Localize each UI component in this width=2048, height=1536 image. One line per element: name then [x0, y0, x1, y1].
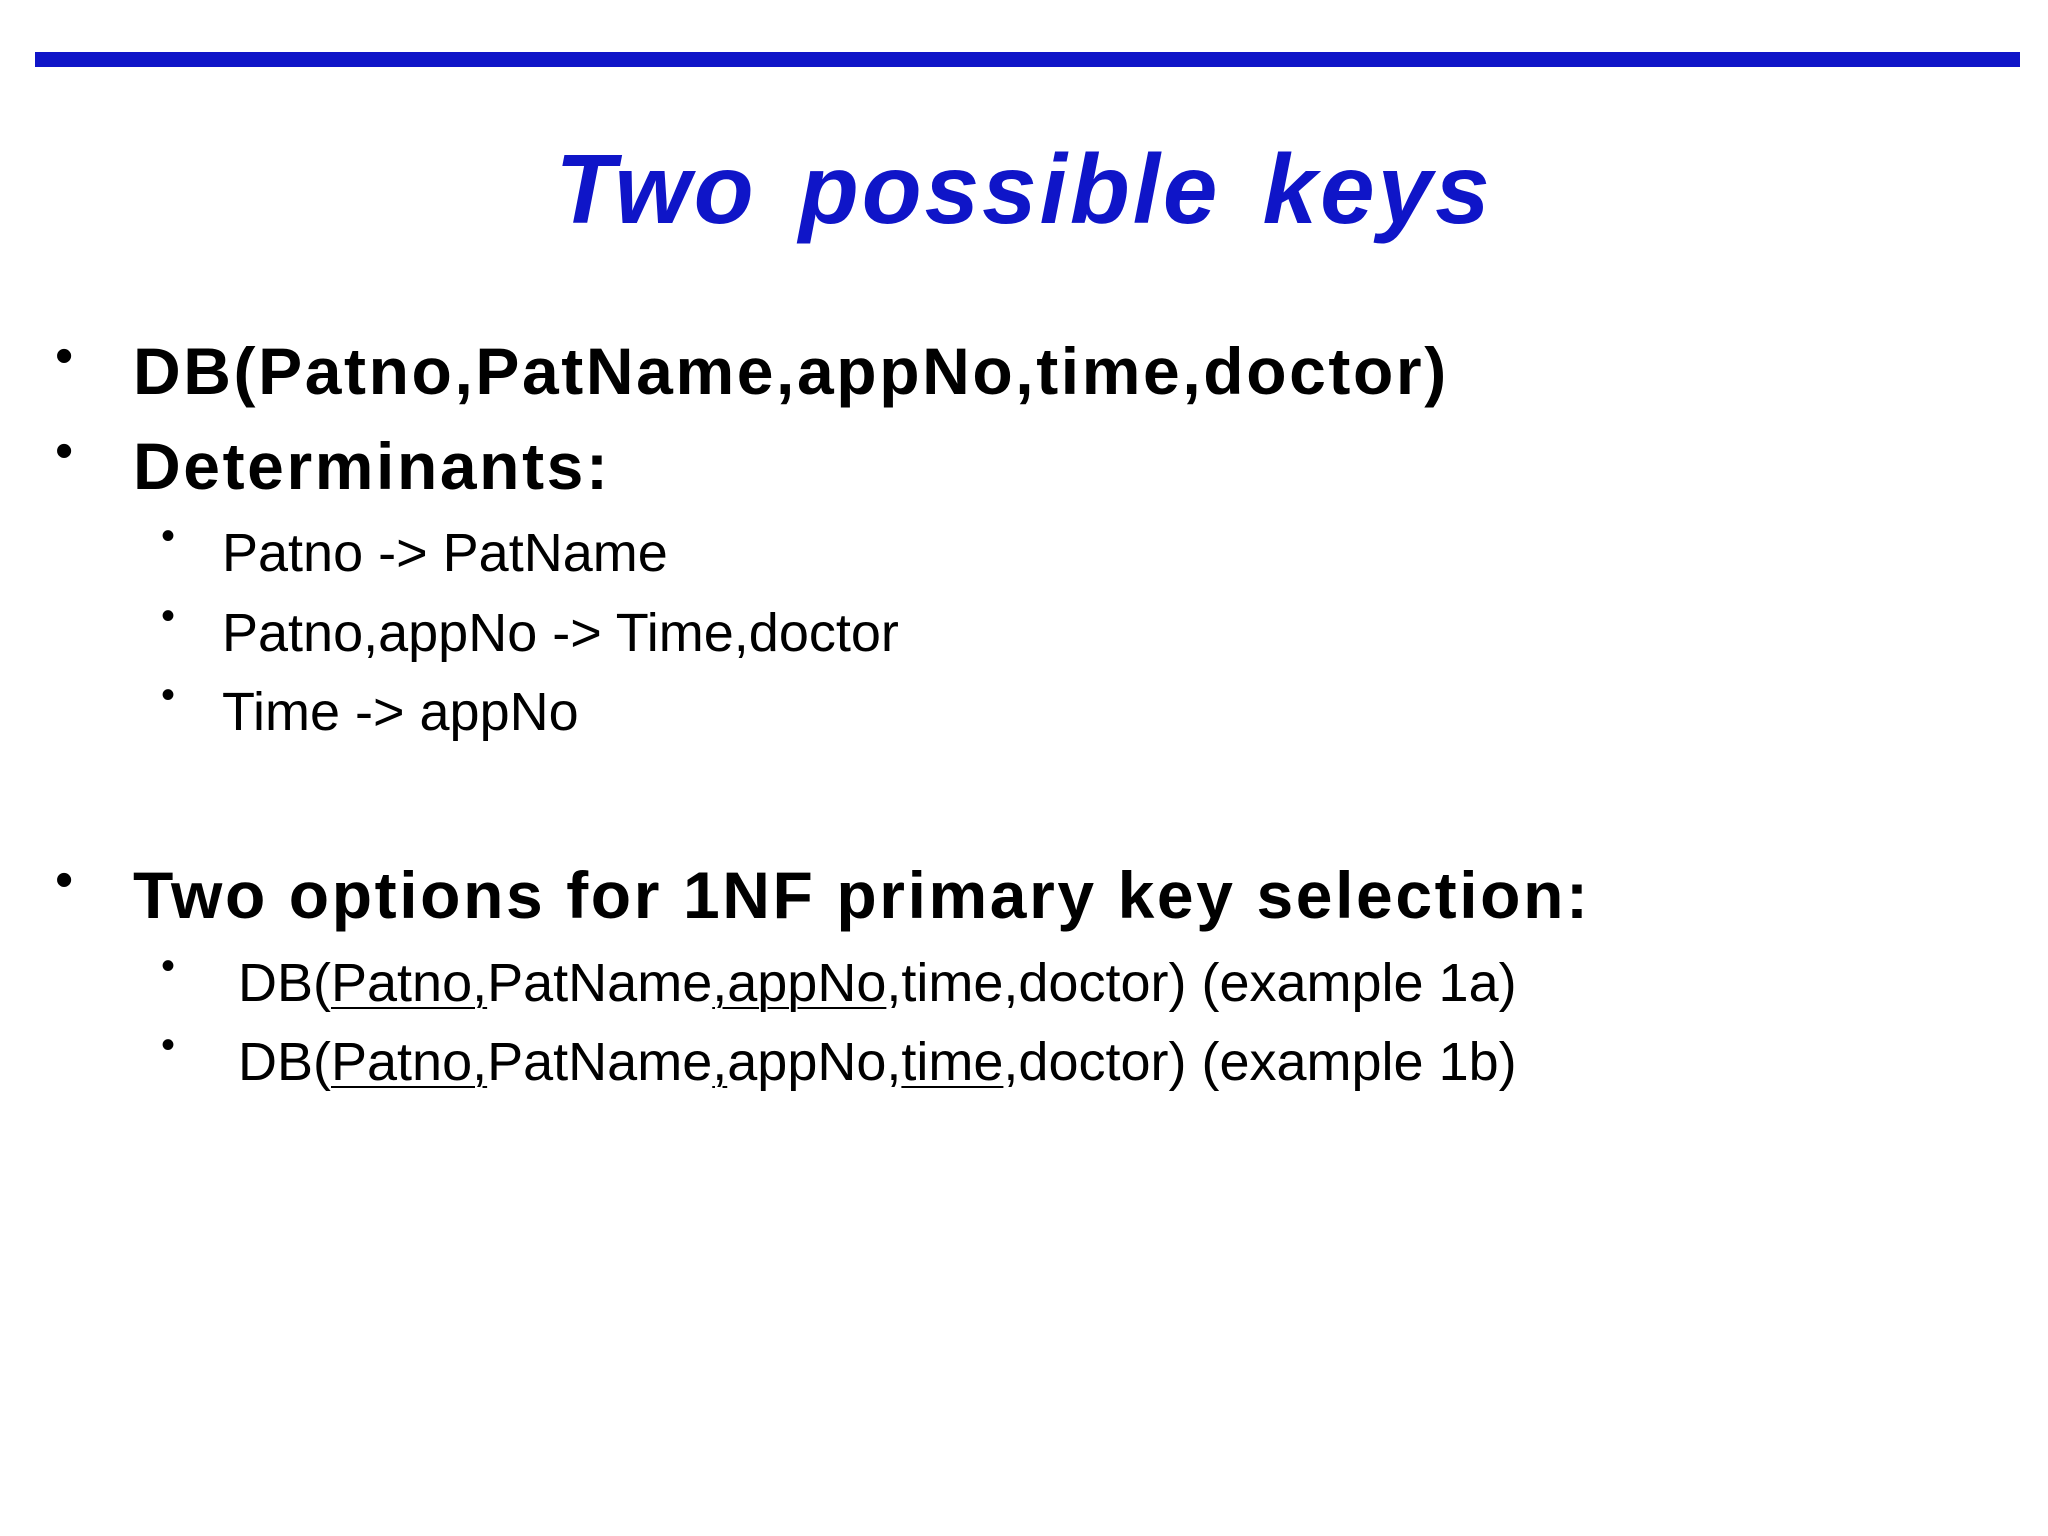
- bullet-text: Determinants:: [133, 429, 611, 503]
- slide-title: Two possible keys: [555, 134, 1493, 244]
- text-segment: PatName: [487, 953, 713, 1013]
- option-text: [238, 1032, 1517, 1092]
- text-segment: DB(: [238, 1032, 331, 1092]
- bullet-dot-icon: •: [161, 514, 176, 558]
- text-segment: PatName: [487, 1032, 713, 1092]
- text-segment: ,doctor) (example 1b): [1003, 1032, 1517, 1092]
- bullet-dot-icon: •: [161, 1023, 176, 1067]
- bullet-dot-icon: •: [161, 594, 176, 638]
- text-segment: appNo,: [727, 1032, 902, 1092]
- key-attribute-segment: time: [901, 1032, 1004, 1092]
- bullet-dot-icon: •: [55, 327, 74, 385]
- bullet-text: Two options for 1NF primary key selection:: [133, 858, 1591, 932]
- text-segment: ,time,doctor) (example 1a): [886, 953, 1517, 1013]
- bullet-dot-icon: •: [161, 673, 176, 717]
- key-attribute-segment: Patno,: [331, 1032, 488, 1092]
- bullet-text: DB(Patno,PatName,appNo,time,doctor): [133, 334, 1449, 408]
- option-text: [238, 953, 1517, 1013]
- bullet-dot-icon: •: [55, 851, 74, 909]
- key-attribute-segment: Patno,: [331, 953, 488, 1013]
- top-rule: [35, 52, 2020, 67]
- key-attribute-segment: ,: [712, 1032, 728, 1092]
- sub-bullet-text: Patno,appNo -> Time,doctor: [222, 603, 899, 663]
- key-attribute-segment: ,appNo: [712, 953, 887, 1013]
- bullet-dot-icon: •: [161, 944, 176, 988]
- bullet-dot-icon: •: [55, 422, 74, 480]
- sub-bullet-text: Patno -> PatName: [222, 523, 668, 583]
- text-segment: DB(: [238, 953, 331, 1013]
- sub-bullet-text: Time -> appNo: [222, 682, 579, 742]
